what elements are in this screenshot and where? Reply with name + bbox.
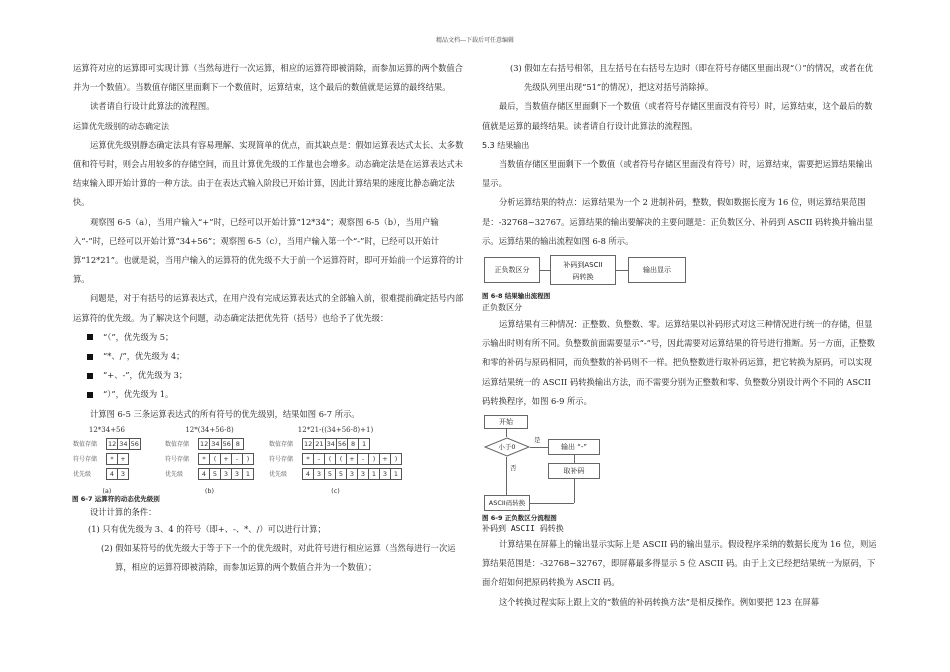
subfigure-label: (c) — [331, 486, 340, 495]
priority-cell: 5 — [324, 468, 336, 480]
symbol-cell: - — [231, 453, 243, 465]
number-cell: 34 — [119, 440, 128, 449]
number-cell: 56 — [337, 440, 347, 449]
figure-caption: 图 6-9 正负数区分流程图 — [482, 514, 557, 523]
storage-row — [165, 468, 254, 481]
figure-part-c — [269, 424, 402, 501]
number-cell: 34 — [211, 440, 220, 449]
number-cell: 56 — [222, 440, 231, 449]
list-item: “+、-”，优先级为 3； — [73, 366, 468, 385]
figure-6-9 — [482, 415, 877, 511]
connector — [530, 503, 574, 504]
list-item: “*、/”，优先级为 4； — [73, 347, 468, 366]
priority-cell: 1 — [242, 468, 254, 480]
symbol-cell: + — [117, 453, 129, 465]
figure-caption: 图 6-8 结果输出流程图 — [482, 292, 551, 301]
subheading: 运算优先级别的动态确定法 — [73, 121, 169, 131]
number-cell: 34 — [326, 440, 335, 449]
figure-6-8 — [482, 253, 877, 291]
subfigure-label: (b) — [204, 486, 215, 495]
yes-label: 是 — [534, 436, 541, 445]
storage-row — [73, 468, 141, 481]
arrow — [616, 270, 628, 271]
number-cell: 1 — [358, 438, 370, 450]
figure-caption: 图 6-7 运算符的动态优先级别 — [72, 494, 160, 503]
bullet-icon — [87, 392, 93, 398]
symbol-cell: + — [220, 453, 232, 465]
row-label: 符号存储 — [269, 455, 294, 463]
symbol-cell: ) — [368, 453, 380, 465]
condition-item: (3) 假如左右括号相邻，且左括号在右括号左边时（即在符号存储区里面出现“（）”的情况，或者在优先级队列里出现“51”的情况），把这对括号消除掉。 — [510, 63, 874, 93]
subfigure-label: (a) — [102, 486, 112, 495]
right-column — [482, 59, 877, 612]
priority-cell: 1 — [390, 468, 402, 480]
flow-output-minus: 输出 “-” — [548, 439, 600, 455]
page-header: 精品文档---下载后可任意编辑 — [435, 37, 515, 44]
priority-cell: 1 — [368, 468, 380, 480]
paragraph: 计算结果在屏幕上的输出显示实际上是 ASCII 码的输出显示。假设程序采纳的数据长度为 16 位，则运算结果范围是：-32768~32767，即屏幕最多得显示 5 位 ASCII 码。由于上文已经把结果统一为原码，下面介绍如何把原码转换为 ASCII 码。 — [482, 539, 877, 588]
figure-6-7 — [73, 424, 468, 494]
subheading: 补码到 ASCII 码转换 — [482, 524, 564, 534]
flow-complement: 取补码 — [548, 463, 600, 479]
symbol-cell: * — [198, 453, 210, 465]
symbol-cell: + — [346, 453, 358, 465]
connector — [574, 479, 575, 503]
bullet-icon — [87, 373, 93, 379]
number-cell: 56 — [130, 440, 139, 449]
flow-box-sign: 正负数区分 — [484, 257, 540, 283]
flow-box-convert: 补码到ASCII 码转换 — [550, 255, 616, 285]
symbol-cell: + — [379, 453, 391, 465]
number-cell: 8 — [347, 438, 359, 450]
list-item: “）”，优先级为 1。 — [73, 385, 468, 404]
priority-cell: 5 — [335, 468, 347, 480]
number-cell: 21 — [315, 440, 324, 449]
priority-cell: 3 — [346, 468, 358, 480]
priority-cell: 3 — [379, 468, 391, 480]
priority-cell: 3 — [231, 468, 243, 480]
flow-box-output: 输出显示 — [628, 257, 686, 283]
condition-item: (2) 假如某符号的优先级大于等于下一个的优先级时，对此符号进行相应运算（当然每进行一次运算，相应的运算符即被消除，而参加运算的两个数值合并为一个数值）； — [101, 543, 456, 573]
priority-cell: 4 — [302, 468, 314, 480]
paragraph: 分析运算结果的特点：运算结果为一个 2 进制补码，整数，假如数据长度为 16 位，则运算结果范围是：-32768~32767。运算结果的输出要解决的主要问题是：正负数区分、补码到 ASCII 码转换并输出显示。运算结果的输出流程如图 6-8 所示。 — [482, 197, 874, 246]
paragraph: 运算符对应的运算即可实现计算（当然每进行一次运算，相应的运算符即被消除，而参加运算的两个数值合并为一个数值）。当数值存储区里面剩下一个数值时，运算结束，这个最后的数值就是运算的最终结果。 — [73, 63, 463, 93]
paragraph: 运算优先级别静态确定法具有容易理解、实现简单的优点，而其缺点是：假如运算表达式太长、太多数值和符号时，则会占用较多的存储空间，而且计算优先级的工作量也会增多。动态确定法是在运算表达式未结束输入即开始计算的一种方法。由于在表达式输入阶段已开始计算，因此计算结果的速度比静态确定法快。 — [73, 139, 464, 208]
expression-label: 12*21-((34+56-8)+1) — [297, 425, 374, 434]
paragraph: 设计计算的条件： — [90, 506, 157, 517]
symbol-cell: ) — [242, 453, 254, 465]
arrow — [540, 270, 550, 271]
condition-item: (1) 只有优先级为 3、4 的符号（即+、-、*、/）可以进行计算； — [88, 523, 326, 534]
symbol-cell: * — [302, 453, 314, 465]
row-label: 优先级 — [165, 470, 184, 478]
priority-cell: 3 — [357, 468, 369, 480]
symbol-cell: ( — [335, 453, 347, 465]
connector — [506, 429, 507, 437]
expression-label: 12*34+56 — [88, 425, 125, 434]
expression-label: 12*(34+56-8) — [185, 425, 234, 434]
symbol-cell: - — [313, 453, 325, 465]
row-label: 优先级 — [269, 470, 288, 478]
row-label: 符号存储 — [165, 455, 190, 463]
bullet-icon — [87, 354, 93, 360]
priority-cell: 3 — [117, 468, 129, 480]
row-label: 数值存储 — [269, 440, 294, 448]
decision-label: 小于0 — [498, 443, 516, 452]
priority-cell: 3 — [220, 468, 232, 480]
symbol-cell: * — [106, 453, 118, 465]
paragraph: 观察图 6-5（a），当用户输入“+”时，已经可以开始计算“12*34”；观察图 6-5（b），当用户输入“-”时，已经可以开始计算“34+56”；观察图 6-5（c），当用户输入第一个“-”时，已经可以开始计算“12*21”。也就是说，当用户输入的运算符的优先级不大于前一个运算符时，即可开始前一个运算符的计算。 — [73, 216, 464, 285]
section-heading: 5.3 结果输出 — [482, 140, 530, 150]
flow-start: 开始 — [484, 415, 528, 429]
flow-ascii-convert: ASCII码转换 — [484, 495, 530, 511]
left-column — [73, 59, 468, 577]
bullet-icon — [87, 334, 93, 340]
paragraph: 计算图 6-5 三条运算表达式的所有符号的优先级别，结果如图 6-7 所示。 — [90, 408, 360, 419]
priority-cell: 4 — [198, 468, 210, 480]
figure-part-b — [165, 424, 254, 501]
paragraph: 运算结果有三种情况：正整数、负整数、零。运算结果以补码形式对这三种情况进行统一的存储，但显示输出时则有所不同。负整数前面需要显示“-”号，因此需要对运算结果的符号进行推断。另一方面，正整数和零的补码与原码相同，而负整数的补码则不一样。把负整数进行取补码运算，把它转换为原码，可以实现运算结果统一的 ASCII 码转换输出方法，而不需要分别为正整数和零、负整数分别设计两个不同的 ASCII 码转换程序，如图 6-9 所示。 — [482, 319, 875, 406]
number-cell: 12 — [200, 440, 209, 449]
row-label: 符号存储 — [73, 455, 98, 463]
priority-cell: 3 — [313, 468, 325, 480]
number-cell: 12 — [108, 440, 117, 449]
priority-cell: 4 — [106, 468, 118, 480]
paragraph: 最后，当数值存储区里面剩下一个数值（或者符号存储区里面没有符号）时，运算结束，这个最后的数值就是运算的最终结果。读者请自行设计此算法的流程图。 — [482, 101, 873, 131]
row-label: 数值存储 — [73, 440, 98, 448]
subheading: 正负数区分 — [482, 303, 522, 313]
connector — [574, 455, 575, 463]
priority-cell: 5 — [209, 468, 221, 480]
paragraph: 问题是，对于有括号的运算表达式，在用户没有完成运算表达式的全部输入前，很难提前确定括号内部运算符的优先级。为了解决这个问题，动态确定法把优先符（括号）也给予了优先级： — [73, 293, 464, 323]
number-cell: 12 — [304, 440, 313, 449]
number-cell: 8 — [232, 438, 244, 450]
symbol-cell: ( — [209, 453, 221, 465]
no-label: 否 — [510, 464, 517, 473]
paragraph: 当数值存储区里面剩下一个数值（或者符号存储区里面没有符号）时，运算结束，需要把运算结果输出显示。 — [482, 159, 873, 189]
symbol-cell: ( — [324, 453, 336, 465]
paragraph: 这个转换过程实际上跟上文的“数值的补码转换方法”是相反操作。例如要把 123 在屏幕 — [499, 596, 819, 607]
paragraph: 读者请自行设计此算法的流程图。 — [90, 101, 215, 112]
row-label: 优先级 — [73, 470, 92, 478]
list-item: “（”，优先级为 5； — [73, 328, 468, 347]
storage-row — [269, 468, 402, 481]
symbol-cell: ) — [390, 453, 402, 465]
figure-part-a — [73, 424, 141, 501]
row-label: 数值存储 — [165, 440, 190, 448]
symbol-cell: - — [357, 453, 369, 465]
connector — [506, 457, 507, 495]
